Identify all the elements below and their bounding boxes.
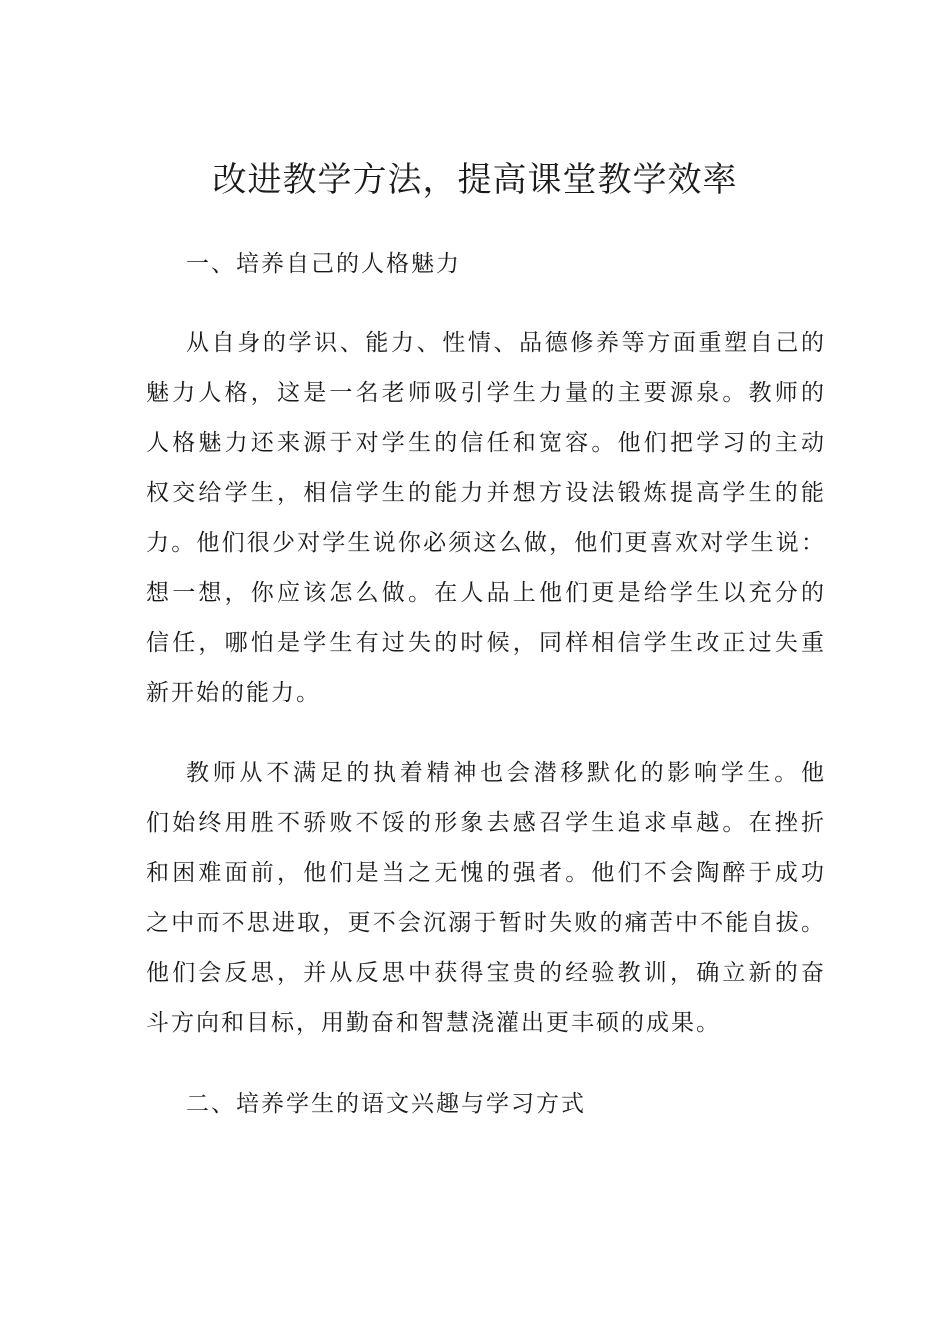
paragraph-line: 们始终用胜不骄败不馁的形象去感召学生追求卓越。在挫折 <box>146 810 826 836</box>
section-heading-1: 一、培养自己的人格魅力 <box>186 251 461 277</box>
paragraph-line: 之中而不思进取，更不会沉溺于暂时失败的痛苦中不能自拔。 <box>146 910 826 936</box>
paragraph-line: 教师从不满足的执着精神也会潜移默化的影响学生。他 <box>186 760 826 786</box>
paragraph-line: 他们会反思，并从反思中获得宝贵的经验教训，确立新的奋 <box>146 960 826 986</box>
section-heading-2: 二、培养学生的语文兴趣与学习方式 <box>186 1091 586 1117</box>
document-title: 改进教学方法，提高课堂教学效率 <box>212 160 738 200</box>
paragraph-line: 权交给学生，相信学生的能力并想方设法锻炼提高学生的能 <box>146 480 826 506</box>
paragraph-line: 和困难面前，他们是当之无愧的强者。他们不会陶醉于成功 <box>146 860 826 886</box>
paragraph-line: 力。他们很少对学生说你必须这么做，他们更喜欢对学生说： <box>146 530 826 556</box>
paragraph-2 <box>146 748 826 1048</box>
paragraph-line: 斗方向和目标，用勤奋和智慧浇灌出更丰硕的成果。 <box>146 1010 721 1036</box>
paragraph-line: 想一想，你应该怎么做。在人品上他们更是给学生以充分的 <box>146 580 826 606</box>
paragraph-line: 人格魅力还来源于对学生的信任和宽容。他们把学习的主动 <box>146 430 826 456</box>
paragraph-1 <box>146 318 826 718</box>
paragraph-line: 信任，哪怕是学生有过失的时候，同样相信学生改正过失重 <box>146 630 826 656</box>
paragraph-line: 魅力人格，这是一名老师吸引学生力量的主要源泉。教师的 <box>146 380 826 406</box>
paragraph-line: 从自身的学识、能力、性情、品德修养等方面重塑自己的 <box>186 330 826 356</box>
paragraph-line: 新开始的能力。 <box>146 680 321 706</box>
